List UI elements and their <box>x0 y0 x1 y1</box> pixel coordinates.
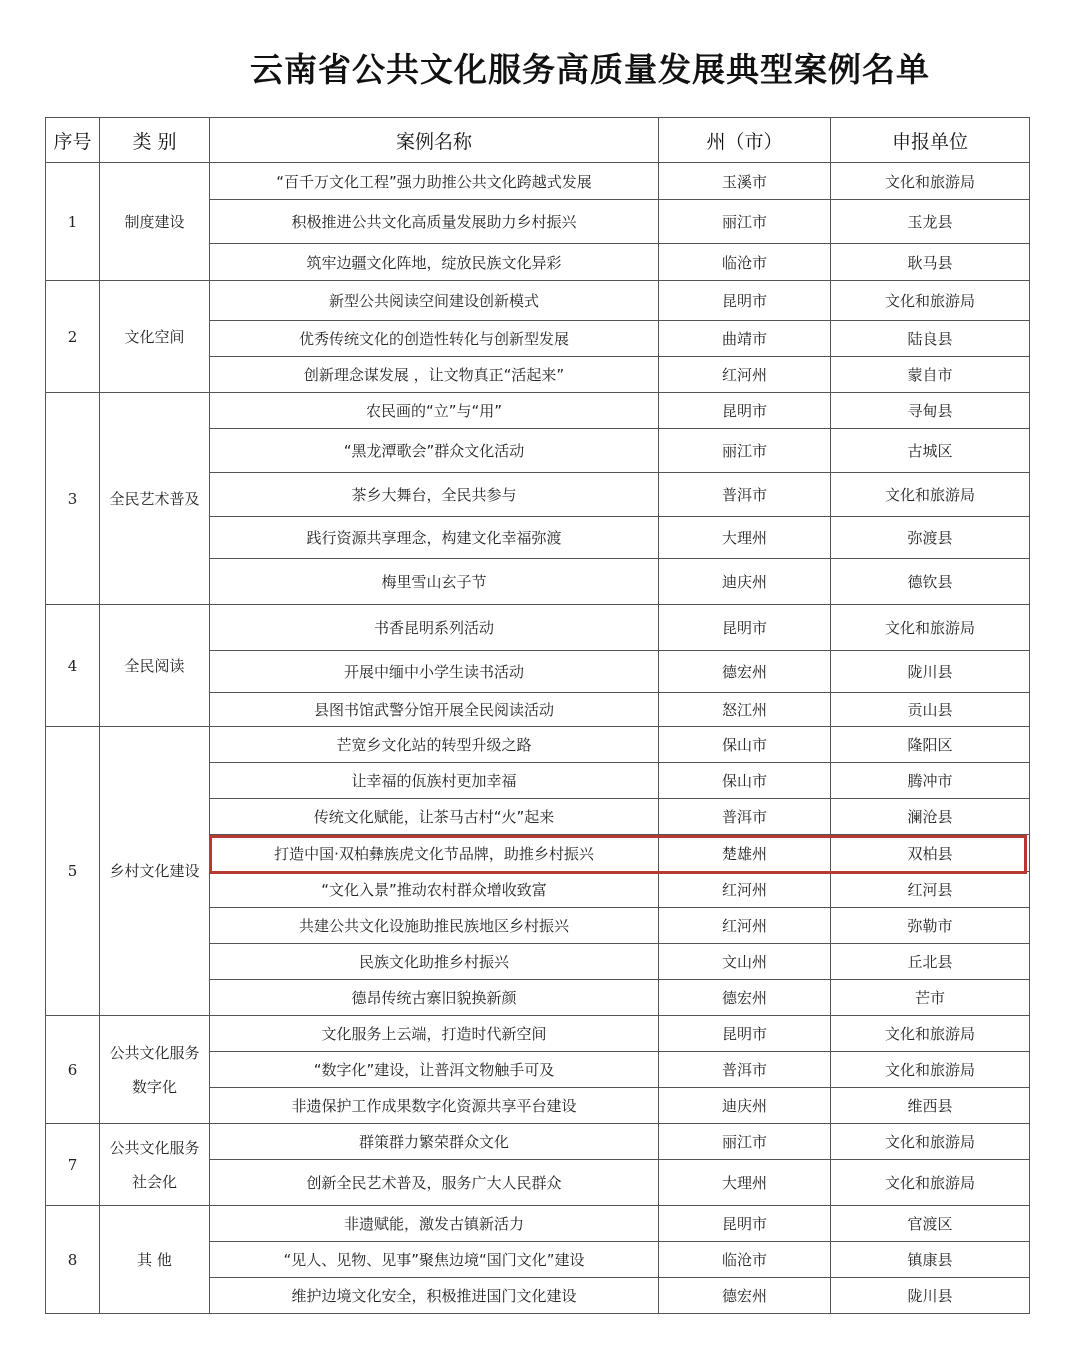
category-cell <box>100 605 210 727</box>
prefecture-cell: 德宏州 <box>659 980 831 1016</box>
seq-cell: 4 <box>46 605 100 727</box>
category-line: 数字化 <box>131 1077 177 1096</box>
category-line: 公共文化服务 <box>109 1138 200 1157</box>
case-name-cell: 优秀传统文化的创造性转化与创新型发展 <box>210 321 659 357</box>
case-name-cell: “见人、见物、见事”聚焦边境“国门文化”建设 <box>210 1242 659 1278</box>
prefecture-cell: 文山州 <box>659 944 831 980</box>
case-name-cell: 芒宽乡文化站的转型升级之路 <box>210 727 659 763</box>
seq-cell: 2 <box>46 281 100 393</box>
header-unit: 申报单位 <box>831 118 1030 163</box>
unit-cell: 文化和旅游局 <box>831 605 1030 651</box>
unit-cell: 镇康县 <box>831 1242 1030 1278</box>
case-name-cell: 民族文化助推乡村振兴 <box>210 944 659 980</box>
prefecture-cell: 普洱市 <box>659 473 831 517</box>
prefecture-cell: 丽江市 <box>659 1124 831 1160</box>
unit-cell: 德钦县 <box>831 559 1030 605</box>
case-name-cell: 开展中缅中小学生读书活动 <box>210 651 659 693</box>
unit-cell: 弥渡县 <box>831 517 1030 559</box>
case-name-cell: 创新全民艺术普及，服务广大人民群众 <box>210 1160 659 1206</box>
prefecture-cell: 昆明市 <box>659 1206 831 1242</box>
prefecture-cell: 红河州 <box>659 872 831 908</box>
prefecture-cell: 昆明市 <box>659 605 831 651</box>
prefecture-cell: 丽江市 <box>659 429 831 473</box>
table-header-row <box>46 118 1030 163</box>
prefecture-cell: 红河州 <box>659 908 831 944</box>
table-row <box>46 1124 1030 1160</box>
case-name-cell: 农民画的“立”与“用” <box>210 393 659 429</box>
header-category: 类 别 <box>100 118 210 163</box>
case-name-cell: 非遗赋能，激发古镇新活力 <box>210 1206 659 1242</box>
category-cell <box>100 1124 210 1206</box>
prefecture-cell: 保山市 <box>659 727 831 763</box>
case-name-cell: 德昂传统古寨旧貌换新颜 <box>210 980 659 1016</box>
unit-cell: 陇川县 <box>831 651 1030 693</box>
seq-cell: 1 <box>46 163 100 281</box>
seq-cell: 8 <box>46 1206 100 1314</box>
case-name-cell: 维护边境文化安全，积极推进国门文化建设 <box>210 1278 659 1314</box>
category-line: 制度建设 <box>124 212 185 231</box>
category-cell <box>100 727 210 1016</box>
unit-cell: 寻甸县 <box>831 393 1030 429</box>
prefecture-cell: 迪庆州 <box>659 559 831 605</box>
case-name-cell: 传统文化赋能，让茶马古村“火”起来 <box>210 799 659 835</box>
category-line: 社会化 <box>131 1172 177 1191</box>
case-name-cell: 新型公共阅读空间建设创新模式 <box>210 281 659 321</box>
case-table <box>45 117 1030 1314</box>
case-name-cell: “百千万文化工程”强力助推公共文化跨越式发展 <box>210 163 659 200</box>
seq-cell: 3 <box>46 393 100 605</box>
seq-cell: 7 <box>46 1124 100 1206</box>
table-row <box>46 727 1030 763</box>
prefecture-cell: 德宏州 <box>659 651 831 693</box>
table-body <box>46 163 1030 1314</box>
case-name-cell: “黑龙潭歌会”群众文化活动 <box>210 429 659 473</box>
prefecture-cell: 临沧市 <box>659 244 831 281</box>
unit-cell: 官渡区 <box>831 1206 1030 1242</box>
unit-cell: 古城区 <box>831 429 1030 473</box>
unit-cell: 文化和旅游局 <box>831 473 1030 517</box>
unit-cell: 文化和旅游局 <box>831 1160 1030 1206</box>
case-name-cell: 积极推进公共文化高质量发展助力乡村振兴 <box>210 200 659 244</box>
page-title: 云南省公共文化服务高质量发展典型案例名单 <box>250 50 930 89</box>
category-line: 乡村文化建设 <box>109 862 200 880</box>
prefecture-cell: 楚雄州 <box>659 835 831 872</box>
prefecture-cell: 昆明市 <box>659 1016 831 1052</box>
category-cell <box>100 1016 210 1124</box>
case-name-cell: 文化服务上云端，打造时代新空间 <box>210 1016 659 1052</box>
unit-cell: 澜沧县 <box>831 799 1030 835</box>
prefecture-cell: 红河州 <box>659 357 831 393</box>
prefecture-cell: 怒江州 <box>659 693 831 727</box>
unit-cell: 隆阳区 <box>831 727 1030 763</box>
unit-cell: 芒市 <box>831 980 1030 1016</box>
prefecture-cell: 丽江市 <box>659 200 831 244</box>
category-line: 全民艺术普及 <box>109 489 200 508</box>
table-row <box>46 281 1030 321</box>
table-row <box>46 605 1030 651</box>
case-name-cell: 让幸福的佤族村更加幸福 <box>210 763 659 799</box>
unit-cell: 蒙自市 <box>831 357 1030 393</box>
case-name-cell: 共建公共文化设施助推民族地区乡村振兴 <box>210 908 659 944</box>
prefecture-cell: 临沧市 <box>659 1242 831 1278</box>
prefecture-cell: 德宏州 <box>659 1278 831 1314</box>
table-row <box>46 1206 1030 1242</box>
seq-cell: 5 <box>46 727 100 1016</box>
case-name-cell: 非遗保护工作成果数字化资源共享平台建设 <box>210 1088 659 1124</box>
unit-cell: 耿马县 <box>831 244 1030 281</box>
unit-cell: 文化和旅游局 <box>831 281 1030 321</box>
prefecture-cell: 大理州 <box>659 517 831 559</box>
case-name-cell: 打造中国·双柏彝族虎文化节品牌，助推乡村振兴 <box>210 835 659 872</box>
unit-cell: 维西县 <box>831 1088 1030 1124</box>
category-cell <box>100 1206 210 1314</box>
unit-cell: 玉龙县 <box>831 200 1030 244</box>
unit-cell: 弥勒市 <box>831 908 1030 944</box>
case-name-cell: “文化入景”推动农村群众增收致富 <box>210 872 659 908</box>
category-cell <box>100 281 210 393</box>
unit-cell: 文化和旅游局 <box>831 1016 1030 1052</box>
case-name-cell: “数字化”建设，让普洱文物触手可及 <box>210 1052 659 1088</box>
header-seq: 序号 <box>46 118 100 163</box>
category-line: 公共文化服务 <box>109 1043 200 1062</box>
prefecture-cell: 昆明市 <box>659 281 831 321</box>
unit-cell: 文化和旅游局 <box>831 1124 1030 1160</box>
prefecture-cell: 保山市 <box>659 763 831 799</box>
seq-cell: 6 <box>46 1016 100 1124</box>
header-prefecture: 州（市） <box>659 118 831 163</box>
unit-cell: 文化和旅游局 <box>831 163 1030 200</box>
case-name-cell: 创新理念谋发展 ，让文物真正“活起来” <box>210 357 659 393</box>
case-name-cell: 践行资源共享理念，构建文化幸福弥渡 <box>210 517 659 559</box>
header-case-name: 案例名称 <box>210 118 659 163</box>
prefecture-cell: 昆明市 <box>659 393 831 429</box>
case-name-cell: 茶乡大舞台，全民共参与 <box>210 473 659 517</box>
category-cell <box>100 163 210 281</box>
table-row <box>46 163 1030 200</box>
case-name-cell: 梅里雪山玄子节 <box>210 559 659 605</box>
unit-cell: 红河县 <box>831 872 1030 908</box>
prefecture-cell: 玉溪市 <box>659 163 831 200</box>
case-name-cell: 群策群力繁荣群众文化 <box>210 1124 659 1160</box>
unit-cell: 双柏县 <box>831 835 1030 872</box>
category-line: 全民阅读 <box>124 656 185 675</box>
prefecture-cell: 普洱市 <box>659 1052 831 1088</box>
unit-cell: 陇川县 <box>831 1278 1030 1314</box>
category-line: 文化空间 <box>124 327 185 346</box>
category-line: 其 他 <box>137 1250 172 1269</box>
category-cell <box>100 393 210 605</box>
unit-cell: 腾冲市 <box>831 763 1030 799</box>
prefecture-cell: 普洱市 <box>659 799 831 835</box>
case-name-cell: 书香昆明系列活动 <box>210 605 659 651</box>
unit-cell: 陆良县 <box>831 321 1030 357</box>
case-name-cell: 筑牢边疆文化阵地，绽放民族文化异彩 <box>210 244 659 281</box>
prefecture-cell: 迪庆州 <box>659 1088 831 1124</box>
prefecture-cell: 曲靖市 <box>659 321 831 357</box>
unit-cell: 文化和旅游局 <box>831 1052 1030 1088</box>
table-row <box>46 1016 1030 1052</box>
prefecture-cell: 大理州 <box>659 1160 831 1206</box>
case-name-cell: 县图书馆武警分馆开展全民阅读活动 <box>210 693 659 727</box>
table-row <box>46 393 1030 429</box>
unit-cell: 丘北县 <box>831 944 1030 980</box>
unit-cell: 贡山县 <box>831 693 1030 727</box>
